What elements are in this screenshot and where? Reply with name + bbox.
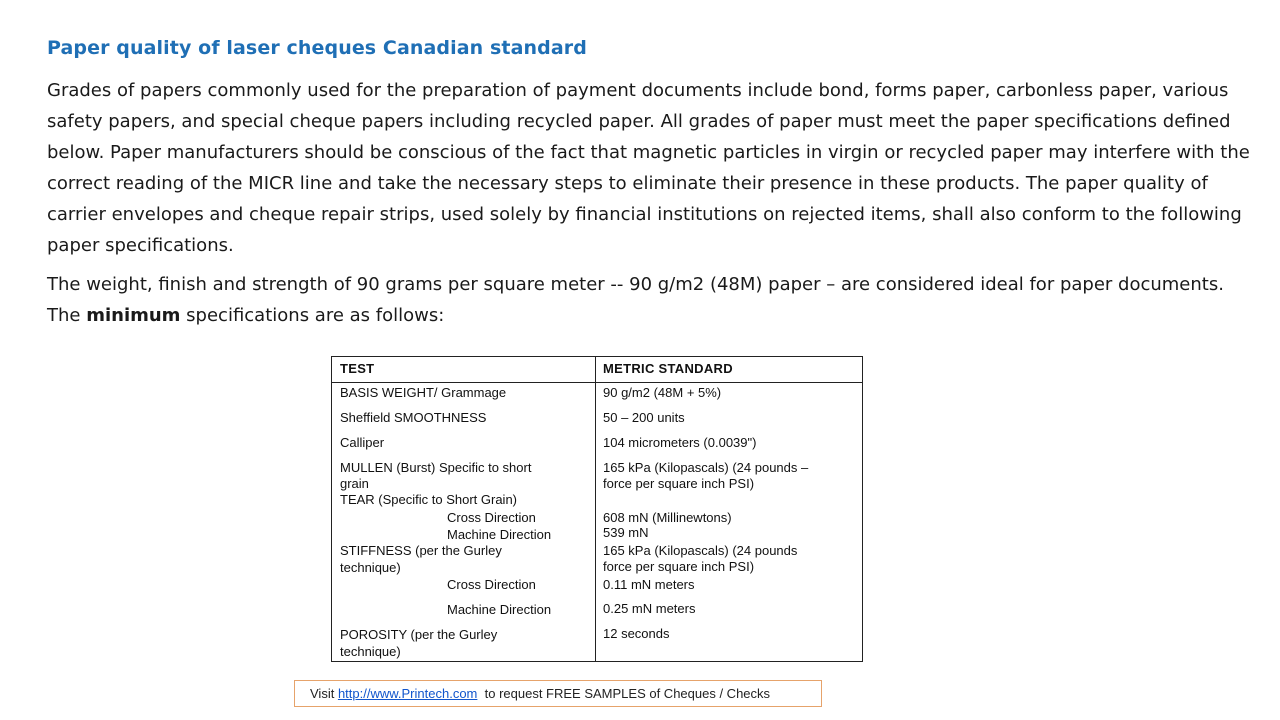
minimum-spec-paragraph bbox=[47, 269, 1252, 331]
cell-stiffness-test-line2: technique) bbox=[340, 560, 401, 575]
cell-basis-weight-metric: 90 g/m2 (48M + 5%) bbox=[603, 385, 722, 400]
cell-mullen-test-line2: grain bbox=[340, 476, 369, 491]
header-divider bbox=[332, 382, 862, 383]
printech-link[interactable]: http://www.Printech.com bbox=[337, 686, 478, 701]
page-title: Paper quality of laser cheques Canadian standard bbox=[47, 37, 587, 59]
cell-porosity-metric: 12 seconds bbox=[603, 626, 670, 641]
cell-mullen-test-line1: MULLEN (Burst) Specific to short bbox=[340, 460, 532, 475]
cell-tear-test: TEAR (Specific to Short Grain) bbox=[340, 492, 517, 507]
cell-tear-cross-metric: 608 mN (Millinewtons) bbox=[603, 510, 732, 525]
cell-mullen-metric-line1: 165 kPa (Kilopascals) (24 pounds – bbox=[603, 460, 809, 475]
cell-stiffness-cross-direction: Cross Direction bbox=[447, 577, 536, 592]
paragraph-bold-word: minimum bbox=[86, 305, 181, 326]
cell-stiffness-metric-line1: 165 kPa (Kilopascals) (24 pounds bbox=[603, 543, 798, 558]
cell-stiffness-machine-metric: 0.25 mN meters bbox=[603, 601, 696, 616]
column-divider bbox=[595, 357, 596, 661]
footer-banner bbox=[294, 680, 822, 707]
cell-porosity-test-line2: technique) bbox=[340, 644, 401, 659]
cell-stiffness-test-line1: STIFFNESS (per the Gurley bbox=[340, 543, 502, 558]
cell-tear-cross-direction: Cross Direction bbox=[447, 510, 536, 525]
paper-spec-table bbox=[331, 356, 863, 662]
cell-calliper-metric: 104 micrometers (0.0039") bbox=[603, 435, 757, 450]
header-test: TEST bbox=[340, 361, 375, 376]
cell-basis-weight-test: BASIS WEIGHT/ Grammage bbox=[340, 385, 507, 400]
footer-prefix: Visit bbox=[310, 686, 338, 701]
cell-tear-machine-metric: 539 mN bbox=[603, 525, 649, 540]
paragraph-text-after: specifications are as follows: bbox=[180, 305, 445, 326]
cell-smoothness-metric: 50 – 200 units bbox=[603, 410, 685, 425]
header-metric-standard: METRIC STANDARD bbox=[603, 361, 733, 376]
cell-stiffness-metric-line2: force per square inch PSI) bbox=[603, 559, 755, 574]
intro-paragraph: Grades of papers commonly used for the preparation of payment documents include bond, forms paper, carbonless paper, various safety papers, and special cheque papers including recycled paper. All grades of paper must meet the paper specifications defined below. Paper manufacturers should be conscious of the fact that magnetic particles in virgin or recycled paper may interfere with the correct reading of the MICR line and take the necessary steps to eliminate their presence in these products. The paper quality of carrier envelopes and cheque repair strips, used solely by financial institutions on rejected items, shall also conform to the following paper specifications. bbox=[47, 80, 1250, 256]
cell-mullen-metric-line2: force per square inch PSI) bbox=[603, 476, 755, 491]
cell-smoothness-test: Sheffield SMOOTHNESS bbox=[340, 410, 487, 425]
cell-stiffness-cross-metric: 0.11 mN meters bbox=[603, 577, 695, 592]
cell-tear-machine-direction: Machine Direction bbox=[447, 527, 552, 542]
cell-calliper-test: Calliper bbox=[340, 435, 385, 450]
cell-porosity-test-line1: POROSITY (per the Gurley bbox=[340, 627, 498, 642]
footer-suffix: to request FREE SAMPLES of Cheques / Checks bbox=[477, 686, 771, 701]
cell-stiffness-machine-direction: Machine Direction bbox=[447, 602, 552, 617]
paragraph-text-before: The weight, finish and strength of 90 grams per square meter -- 90 g/m2 (48M) paper – are considered ideal for paper documents. The bbox=[47, 274, 1224, 326]
